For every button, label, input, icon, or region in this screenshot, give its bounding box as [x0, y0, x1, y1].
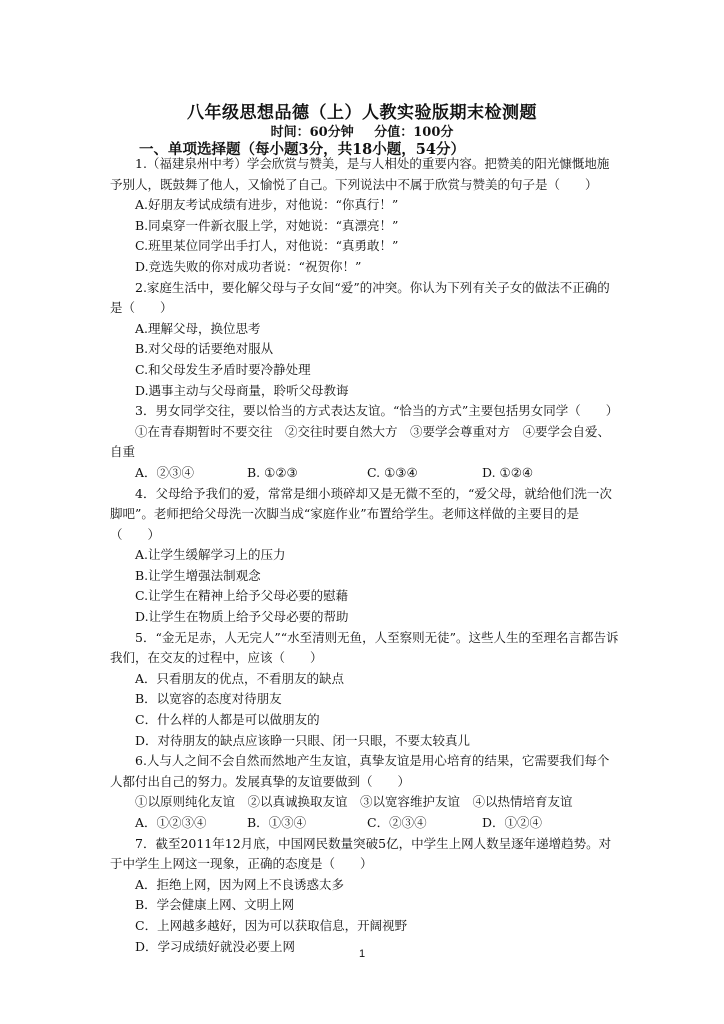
question-1-option-a: A.好朋友考试成绩有进步，对他说：“你真行！”	[135, 197, 399, 213]
question-6-options	[110, 813, 620, 834]
question-2-option-c: C.和父母发生矛盾时要冷静处理	[135, 361, 311, 377]
question-4-option-c: C.让学生在精神上给予父母必要的慰藉	[135, 588, 349, 604]
question-4-option-a: A.让学生缓解学习上的压力	[135, 547, 286, 563]
question-6-option-d: D．①②④	[482, 815, 543, 830]
question-6-option-a: A．①②③④	[135, 815, 207, 830]
question-7-stem: 7．截至2011年12月底，中国网民数量突破5亿，中学生上网人数呈逐年递增趋势。对于中学生上网这一现象，正确的态度是（ ）	[110, 835, 612, 872]
question-6-option-c: C．②③④	[367, 815, 427, 830]
question-list	[110, 154, 620, 957]
section-heading: 一、单项选择题（每小题3分，共18小题，54分）	[139, 141, 465, 158]
question-2-option-b: B.对父母的话要绝对服从	[135, 341, 274, 357]
question-6-stem: 6.人与人之间不会自然而然地产生友谊，真挚友谊是用心培育的结果，它需要我们每个人都付出自己的努力。发展真挚的友谊要做到（ ）	[110, 753, 610, 789]
question-5-option-a: A．只看朋友的优点，不看朋友的缺点	[135, 670, 345, 686]
page-title: 八年级思想品德（上）人教实验版期末检测题	[187, 103, 537, 123]
question-3-items: ①在青春期暂时不要交往 ②交往时要自然大方 ③要学会尊重对方 ④要学会自爱、自重	[110, 423, 611, 460]
question-1-option-d: D.竞选失败的你对成功者说：“祝贺你！”	[135, 258, 362, 274]
question-2-option-a: A.理解父母，换位思考	[135, 320, 261, 336]
question-3-option-b: B. ①②③	[247, 464, 298, 480]
question-7-option-b: B．学会健康上网、文明上网	[135, 897, 295, 913]
question-3-stem: 3．男女同学交往，要以恰当的方式表达友谊。“恰当的方式”主要包括男女同学（ ）	[135, 403, 619, 419]
question-1-stem: 1.（福建泉州中考）学会欣赏与赞美，是与人相处的重要内容。把赞美的阳光慷慨地施予别人，既鼓舞了他人，又愉悦了自己。下列说法中不属于欣赏与赞美的句子是（ ）	[110, 156, 610, 192]
question-2-stem: 2.家庭生活中，要化解父母与子女间“爱”的冲突。你认为下列有关子女的做法不正确的是（ ）	[110, 279, 610, 316]
question-5-stem: 5．“金无足赤，人无完人”“水至清则无鱼，人至察则无徒”。这些人生的至理名言都告诉我们，在交友的过程中，应该（ ）	[110, 629, 619, 666]
question-7-option-a: A．拒绝上网，因为网上不良诱惑太多	[135, 876, 345, 892]
question-5-option-c: C．什么样的人都是可以做朋友的	[135, 712, 320, 728]
question-3-option-a: A．②③④	[135, 464, 195, 480]
page-number: 1	[358, 948, 366, 960]
question-6-option-b: B．①③④	[247, 815, 307, 830]
question-4-stem: 4．父母给予我们的爱，常常是细小琐碎却又是无微不至的，“爱父母，就给他们洗一次脚吧”。老师把给父母洗一次脚当成“家庭作业”布置给学生。老师这样做的主要目的是（ ）	[110, 485, 612, 542]
exam-score: 分值：100分	[374, 125, 454, 140]
question-6-items: ①以原则纯化友谊 ②以真诚换取友谊 ③以宽容维护友谊 ④以热情培育友谊	[135, 794, 573, 810]
question-1-option-c: C.班里某位同学出手打人，对他说：“真勇敢！”	[135, 238, 399, 254]
question-2-option-d: D.遇事主动与父母商量，聆听父母教诲	[135, 382, 349, 398]
question-3-option-d: D. ①②④	[482, 464, 534, 480]
question-1-option-b: B.同桌穿一件新衣服上学，对她说：“真漂亮！”	[135, 217, 399, 233]
question-3-options	[110, 463, 620, 484]
question-4-option-d: D.让学生在物质上给予父母必要的帮助	[135, 609, 349, 625]
exam-time: 时间：60分钟	[270, 125, 354, 140]
question-5-option-d: D．对待朋友的缺点应该睁一只眼、闭一只眼，不要太较真儿	[135, 732, 471, 748]
question-3-option-c: C. ①③④	[367, 464, 418, 480]
question-4-option-b: B.让学生增强法制观念	[135, 567, 261, 583]
question-5-option-b: B．以宽容的态度对待朋友	[135, 691, 282, 707]
question-7-option-d: D．学习成绩好就没必要上网	[135, 938, 296, 954]
question-7-option-c: C．上网越多越好，因为可以获取信息，开阔视野	[135, 917, 408, 933]
